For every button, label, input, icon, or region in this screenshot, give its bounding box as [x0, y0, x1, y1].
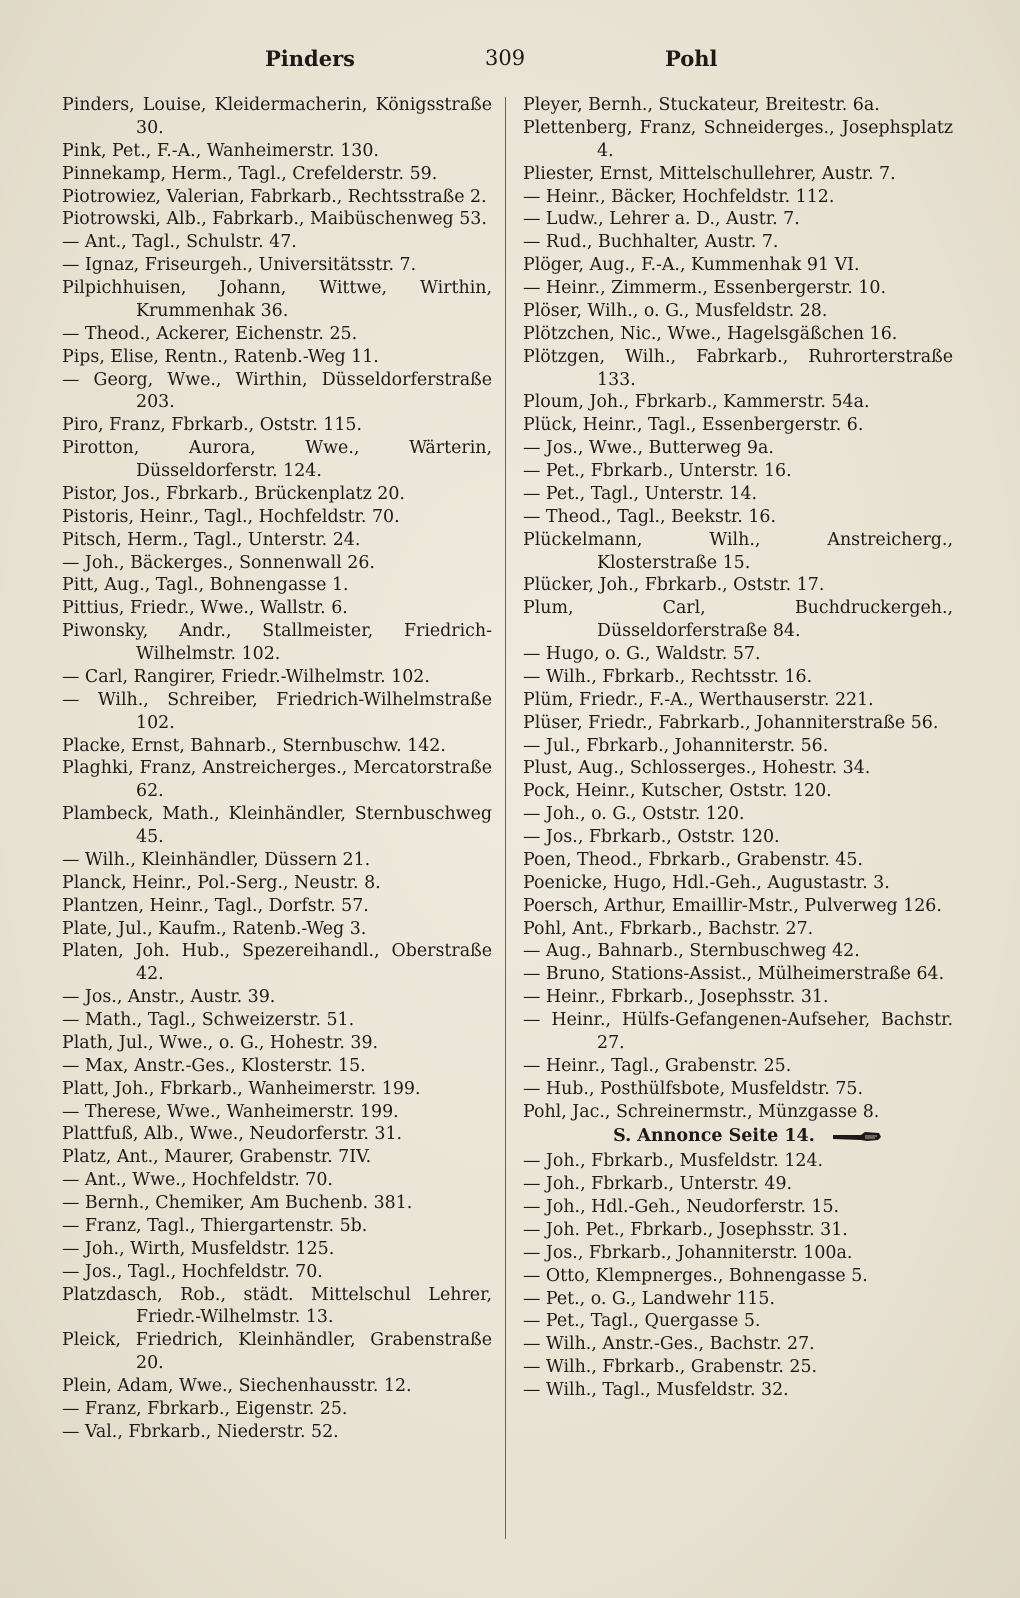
directory-entry: Plattfuß, Alb., Wwe., Neudorferstr. 31.	[62, 1124, 403, 1145]
directory-entry: Piwonsky, Andr., Stallmeister, Friedrich-Wilhelmstr. 102.	[62, 621, 492, 664]
directory-entry: Plöser, Wilh., o. G., Musfeldstr. 28.	[523, 300, 828, 321]
directory-entry: Plum, Carl, Buchdruckergeh., Düsseldorferstraße 84.	[523, 598, 953, 642]
directory-entry: — Jos., Fbrkarb., Johanniterstr. 100a.	[523, 1242, 853, 1263]
directory-entry: Piotrowski, Alb., Fabrkarb., Maibüschenweg 53.	[62, 209, 487, 230]
directory-entry: Plaghki, Franz, Anstreicherges., Mercatorstraße 62.	[62, 758, 492, 802]
annonce-reference	[523, 1125, 953, 1148]
directory-entry: — Heinr., Tagl., Grabenstr. 25.	[523, 1055, 792, 1076]
directory-entry: Platz, Ant., Maurer, Grabenstr. 7IV.	[62, 1147, 372, 1168]
directory-entry: Plein, Adam, Wwe., Siechenhausstr. 12.	[62, 1376, 412, 1396]
page-header	[60, 46, 960, 86]
directory-entry: — Jos., Fbrkarb., Oststr. 120.	[523, 827, 780, 847]
directory-entry: Platzdasch, Rob., städt. Mittelschul Lehrer, Friedr.-Wilhelmstr. 13.	[62, 1284, 492, 1328]
directory-entry: — Joh., Fbrkarb., Musfeldstr. 124.	[523, 1151, 824, 1172]
directory-entry: — Wilh., Kleinhändler, Düssern 21.	[62, 849, 371, 870]
directory-entry: Pirotton, Aurora, Wwe., Wärterin, Düsseldorferstr. 124.	[62, 438, 492, 481]
directory-entry: Poen, Theod., Fbrkarb., Grabenstr. 45.	[523, 849, 863, 870]
directory-entry: — Ant., Tagl., Schulstr. 47.	[62, 232, 297, 253]
header-right-keyword: Pohl	[665, 46, 718, 71]
directory-entry: — Wilh., Schreiber, Friedrich-Wilhelmstraße 102.	[62, 689, 492, 733]
directory-entry: — Ludw., Lehrer a. D., Austr. 7.	[523, 209, 800, 230]
directory-entry: Pistoris, Heinr., Tagl., Hochfeldstr. 70.	[62, 506, 400, 527]
directory-entry: Pliester, Ernst, Mittelschullehrer, Austr. 7.	[523, 163, 896, 184]
directory-entry: Pinders, Louise, Kleidermacherin, Königsstraße 30.	[62, 95, 492, 138]
directory-entry: — Franz, Fbrkarb., Eigenstr. 25.	[62, 1398, 348, 1419]
directory-entry: — Hub., Posthülfsbote, Musfeldstr. 75.	[523, 1078, 864, 1099]
directory-entry: — Joh., Fbrkarb., Unterstr. 49.	[523, 1174, 793, 1195]
directory-entry: Plötzchen, Nic., Wwe., Hagelsgäßchen 16.	[523, 323, 898, 344]
directory-entry: — Jos., Wwe., Butterweg 9a.	[523, 438, 774, 459]
directory-entry: Pinnekamp, Herm., Tagl., Crefelderstr. 59.	[62, 163, 438, 184]
directory-entry: Poenicke, Hugo, Hdl.-Geh., Augustastr. 3.	[523, 872, 890, 893]
directory-entry: Plath, Jul., Wwe., o. G., Hohestr. 39.	[62, 1032, 379, 1053]
directory-entry: Plettenberg, Franz, Schneiderges., Josephsplatz 4.	[523, 117, 953, 161]
directory-entry: Pohl, Jac., Schreinermstr., Münzgasse 8.	[523, 1101, 880, 1122]
directory-entry: — Joh., Wirth, Musfeldstr. 125.	[62, 1238, 335, 1259]
directory-entry: — Jul., Fbrkarb., Johanniterstr. 56.	[523, 735, 829, 756]
directory-entry: — Georg, Wwe., Wirthin, Düsseldorferstraße 203.	[62, 369, 492, 413]
directory-entry: — Ignaz, Friseurgeh., Universitätsstr. 7.	[62, 255, 417, 276]
directory-entry: — Jos., Anstr., Austr. 39.	[62, 987, 276, 1008]
directory-entry: — Carl, Rangirer, Friedr.-Wilhelmstr. 102.	[62, 666, 430, 687]
directory-entry: Pistor, Jos., Fbrkarb., Brückenplatz 20.	[62, 483, 405, 504]
directory-entry: Placke, Ernst, Bahnarb., Sternbuschw. 142.	[62, 735, 446, 756]
directory-entry: Plüser, Friedr., Fabrkarb., Johanniterstraße 56.	[523, 712, 939, 733]
directory-entry: Pittius, Friedr., Wwe., Wallstr. 6.	[62, 598, 348, 619]
directory-entry: Plüm, Friedr., F.-A., Werthauserstr. 221.	[523, 689, 874, 710]
directory-entry: — Val., Fbrkarb., Niederstr. 52.	[62, 1421, 339, 1442]
directory-entry: Pleick, Friedrich, Kleinhändler, Grabenstraße 20.	[62, 1330, 492, 1374]
right-column-entries-b	[523, 1150, 953, 1402]
directory-entry: — Bruno, Stations-Assist., Mülheimerstraße 64.	[523, 964, 945, 985]
directory-entry: Pink, Pet., F.-A., Wanheimerstr. 130.	[62, 140, 379, 161]
directory-entry: — Heinr., Hülfs-Gefangenen-Aufseher, Bachstr. 27.	[523, 1010, 953, 1053]
directory-entry: — Math., Tagl., Schweizerstr. 51.	[62, 1010, 355, 1030]
annonce-text: S. Annonce Seite 14.	[613, 1126, 815, 1147]
directory-entry: — Max, Anstr.-Ges., Klosterstr. 15.	[62, 1055, 366, 1076]
directory-entry: — Pet., Tagl., Unterstr. 14.	[523, 483, 758, 504]
directory-entry: — Heinr., Bäcker, Hochfeldstr. 112.	[523, 186, 835, 207]
directory-entry: Poersch, Arthur, Emaillir-Mstr., Pulverweg 126.	[523, 895, 942, 916]
directory-entry: Plückelmann, Wilh., Anstreicherg., Klosterstraße 15.	[523, 529, 953, 573]
directory-entry: — Pet., Tagl., Quergasse 5.	[523, 1311, 761, 1332]
directory-entry: — Aug., Bahnarb., Sternbuschweg 42.	[523, 941, 860, 962]
directory-entry: Pilpichhuisen, Johann, Wittwe, Wirthin, Krummenhak 36.	[62, 278, 492, 321]
directory-entry: Ploum, Joh., Fbrkarb., Kammerstr. 54a.	[523, 392, 870, 413]
directory-entry: Plötzgen, Wilh., Fabrkarb., Ruhrorterstraße 133.	[523, 346, 953, 390]
directory-entry: — Ant., Wwe., Hochfeldstr. 70.	[62, 1170, 333, 1191]
directory-entry: Plate, Jul., Kaufm., Ratenb.-Weg 3.	[62, 918, 367, 939]
directory-entry: — Heinr., Fbrkarb., Josephsstr. 31.	[523, 987, 829, 1008]
left-column	[62, 94, 492, 1444]
directory-entry: Plust, Aug., Schlosserges., Hohestr. 34.	[523, 758, 871, 779]
directory-entry: — Theod., Ackerer, Eichenstr. 25.	[62, 323, 358, 344]
directory-entry: Plücker, Joh., Fbrkarb., Oststr. 17.	[523, 575, 825, 596]
directory-entry: — Joh., o. G., Oststr. 120.	[523, 804, 745, 825]
directory-entry: — Wilh., Anstr.-Ges., Bachstr. 27.	[523, 1334, 815, 1355]
directory-entry: — Joh. Pet., Fbrkarb., Josephsstr. 31.	[523, 1219, 848, 1240]
directory-entry: — Rud., Buchhalter, Austr. 7.	[523, 232, 779, 253]
directory-entry: — Wilh., Fbrkarb., Rechtsstr. 16.	[523, 666, 813, 687]
directory-entry: — Heinr., Zimmerm., Essenbergerstr. 10.	[523, 278, 886, 298]
right-column-entries-a	[523, 94, 953, 1123]
column-divider	[505, 97, 506, 1539]
directory-entry: — Wilh., Tagl., Musfeldstr. 32.	[523, 1380, 789, 1400]
directory-entry: — Pet., Fbrkarb., Unterstr. 16.	[523, 461, 792, 481]
directory-entry: — Hugo, o. G., Waldstr. 57.	[523, 644, 761, 664]
directory-entry: Plück, Heinr., Tagl., Essenbergerstr. 6.	[523, 415, 864, 436]
directory-entry: — Joh., Hdl.-Geh., Neudorferstr. 15.	[523, 1197, 840, 1217]
directory-entry: Pock, Heinr., Kutscher, Oststr. 120.	[523, 781, 832, 802]
directory-entry: Plambeck, Math., Kleinhändler, Sternbuschweg 45.	[62, 804, 492, 847]
directory-entry: Platen, Joh. Hub., Spezereihandl., Oberstraße 42.	[62, 941, 492, 985]
directory-entry: Plöger, Aug., F.-A., Kummenhak 91 VI.	[523, 255, 860, 276]
header-left-keyword: Pinders	[265, 46, 355, 71]
page-number: 309	[485, 46, 526, 70]
directory-entry: Pohl, Ant., Fbrkarb., Bachstr. 27.	[523, 918, 814, 939]
directory-entry: — Wilh., Fbrkarb., Grabenstr. 25.	[523, 1357, 818, 1378]
directory-entry: — Theod., Tagl., Beekstr. 16.	[523, 506, 777, 527]
right-column	[523, 94, 953, 1402]
directory-entry: Pitsch, Herm., Tagl., Unterstr. 24.	[62, 529, 361, 550]
directory-entry: — Pet., o. G., Landwehr 115.	[523, 1288, 775, 1309]
directory-entry: Pips, Elise, Rentn., Ratenb.-Weg 11.	[62, 346, 379, 367]
directory-entry: — Therese, Wwe., Wanheimerstr. 199.	[62, 1101, 399, 1122]
directory-entry: Pleyer, Bernh., Stuckateur, Breitestr. 6a.	[523, 95, 880, 115]
directory-entry: Planck, Heinr., Pol.-Serg., Neustr. 8.	[62, 872, 381, 893]
directory-entry: Piro, Franz, Fbrkarb., Oststr. 115.	[62, 415, 362, 436]
directory-entry: — Bernh., Chemiker, Am Buchenb. 381.	[62, 1193, 413, 1213]
directory-entry: — Franz, Tagl., Thiergartenstr. 5b.	[62, 1215, 368, 1236]
directory-entry: — Otto, Klempnerges., Bohnengasse 5.	[523, 1265, 868, 1286]
directory-entry: Plantzen, Heinr., Tagl., Dorfstr. 57.	[62, 895, 369, 916]
directory-entry: — Joh., Bäckerges., Sonnenwall 26.	[62, 552, 375, 573]
directory-entry: Pitt, Aug., Tagl., Bohnengasse 1.	[62, 575, 349, 596]
directory-entry: Platt, Joh., Fbrkarb., Wanheimerstr. 199.	[62, 1078, 421, 1099]
directory-entry: Piotrowiez, Valerian, Fabrkarb., Rechtsstraße 2.	[62, 186, 487, 207]
pointing-hand-icon	[831, 1130, 883, 1144]
directory-entry: — Jos., Tagl., Hochfeldstr. 70.	[62, 1261, 323, 1282]
